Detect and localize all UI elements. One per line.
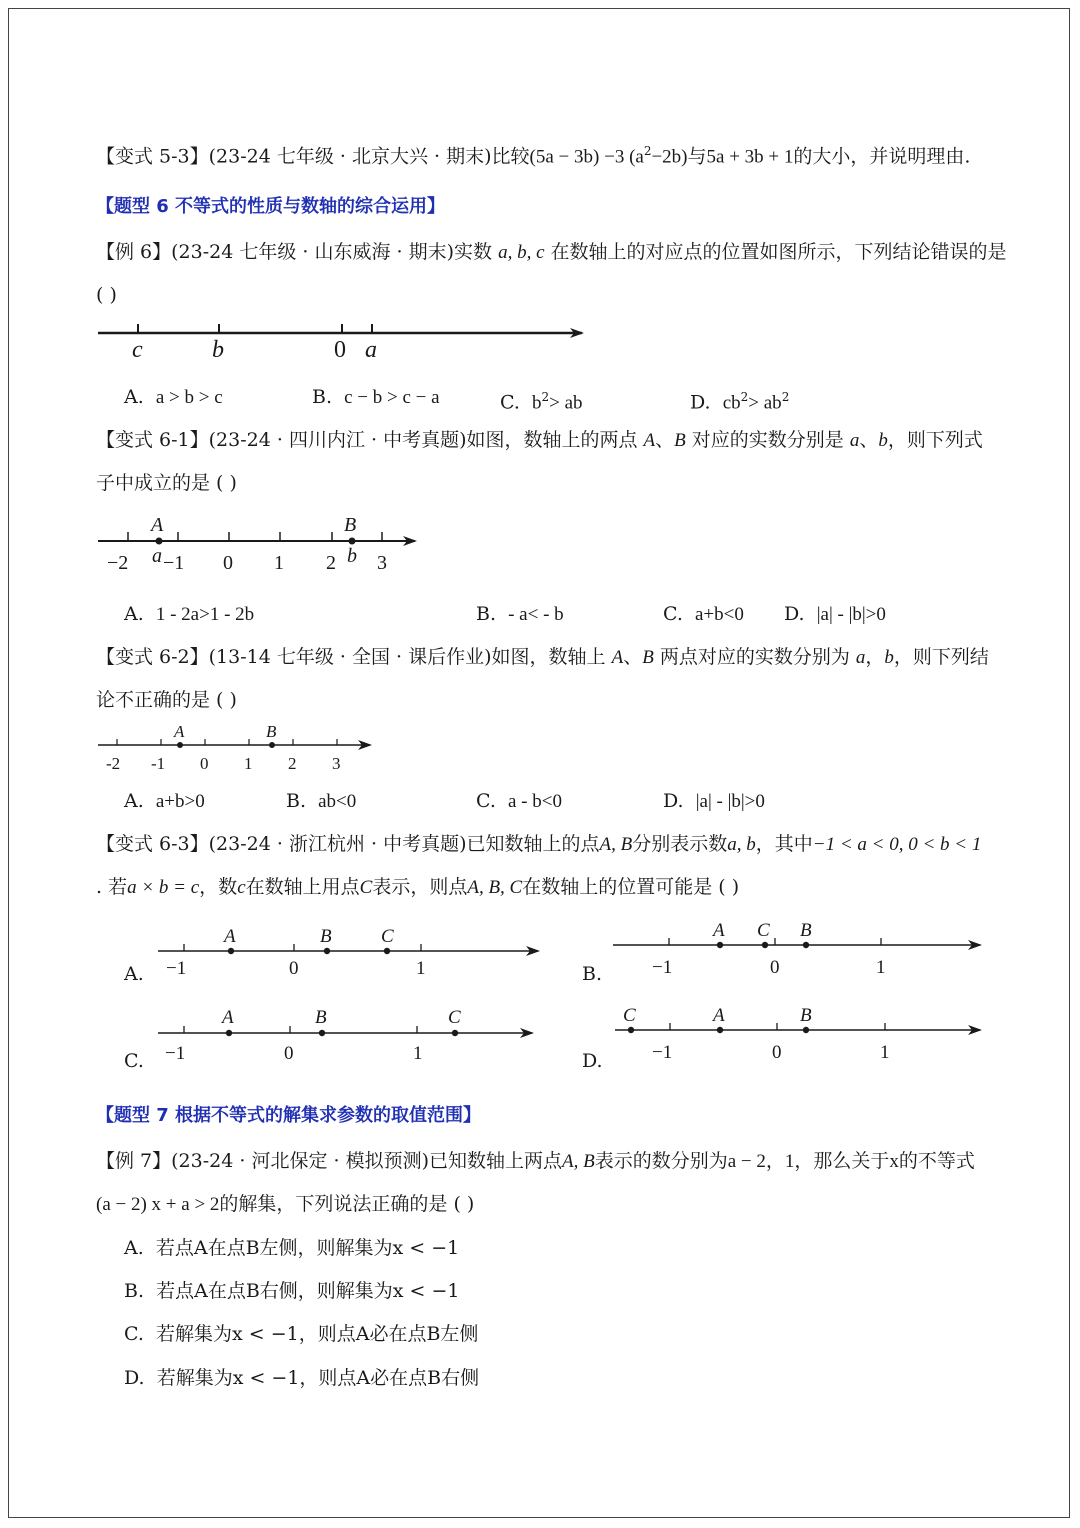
tick-label: 1: [880, 1042, 890, 1063]
point-label-c: C: [757, 920, 770, 941]
tick-label: 1: [274, 552, 284, 574]
option-d[interactable]: D. |a| - |b|>0: [784, 603, 886, 625]
option-b[interactable]: B. c − b > c − a: [312, 386, 440, 408]
axis-label-a: a: [365, 337, 377, 363]
tick-label: 0: [289, 958, 299, 979]
v61-number-line: [98, 514, 415, 574]
point-label-b: B: [320, 926, 332, 947]
point-label-a: A: [151, 514, 164, 536]
option-c[interactable]: C. 若解集为x < −1，则点A必在点B左侧: [124, 1323, 479, 1345]
tick-label: 0: [284, 1043, 294, 1064]
point-label-c: C: [623, 1005, 636, 1026]
v63-option-c-number-line: [158, 1007, 532, 1064]
option-a[interactable]: A. 1 - 2a>1 - 2b: [124, 603, 255, 625]
point-label-a: A: [713, 1005, 725, 1026]
option-b[interactable]: B. ab<0: [286, 790, 357, 812]
v62-number-line: [98, 722, 370, 773]
tick-label: 1: [876, 957, 886, 978]
tick-label: 2: [326, 552, 336, 574]
tick-label: −1: [165, 1043, 186, 1064]
point-label-b: B: [266, 722, 277, 741]
variant-6-1: 【变式 6-1】(23-24 · 四川内江 · 中考真题)如图，数轴上的两点 A、B 对应的实数分别是 a、b，则下列式: [96, 429, 983, 451]
point-label-a: A: [174, 722, 185, 741]
tag: 【变式 5-3】: [96, 145, 209, 168]
v63-option-b-number-line: [613, 920, 980, 978]
tick-label: 3: [377, 552, 387, 574]
option-a[interactable]: A. 若点A在点B左侧，则解集为x < −1: [124, 1237, 460, 1259]
example-6: 【例 6】(23-24 七年级 · 山东威海 · 期末)实数 a, b, c 在数轴上的对应点的位置如图所示，下列结论错误的是: [96, 241, 1007, 263]
tick-label: 1: [416, 958, 426, 979]
option-d[interactable]: D. $cb^2> ab^2$: [690, 390, 790, 414]
point-label-b: B: [315, 1007, 327, 1028]
option-b[interactable]: B. 若点A在点B右侧，则解集为x < −1: [124, 1280, 460, 1302]
variant-6-2: 【变式 6-2】(13-14 七年级 · 全国 · 课后作业)如图，数轴上 A、B 两点对应的实数分别为 a，b，则下列结: [96, 646, 989, 668]
section-heading-7: 【题型 7 根据不等式的解集求参数的取值范围】: [96, 1105, 482, 1126]
example-7-line2: (a − 2) x + a > 2的解集，下列说法正确的是 ( ): [96, 1193, 475, 1215]
option-c[interactable]: C. a - b<0: [476, 790, 562, 812]
option-b[interactable]: B.: [582, 963, 603, 985]
tick-label: 0: [200, 754, 209, 773]
tick-label: 2: [288, 754, 297, 773]
option-d[interactable]: D. 若解集为x < −1，则点A必在点B右侧: [124, 1367, 480, 1389]
tick-label: −1: [652, 957, 673, 978]
tick-label: -2: [106, 754, 121, 773]
point-label-a: A: [222, 1007, 234, 1028]
v63-option-d-number-line: [615, 1005, 980, 1063]
tick-label: 1: [244, 754, 253, 773]
point-label-b: B: [800, 1005, 812, 1026]
example-7: 【例 7】(23-24 · 河北保定 · 模拟预测)已知数轴上两点A, B表示的数分别为a − 2，1，那么关于x的不等式: [96, 1150, 975, 1172]
option-a[interactable]: A.: [124, 963, 144, 985]
option-c[interactable]: C. a+b<0: [663, 603, 744, 625]
option-c[interactable]: C.: [124, 1050, 144, 1072]
v63-option-a-number-line: [158, 926, 538, 979]
option-a[interactable]: A. a > b > c: [124, 386, 223, 408]
source: (23-24 七年级 · 北京大兴 · 期末): [208, 145, 492, 168]
tick-label: −1: [163, 552, 185, 574]
option-d[interactable]: D. |a| - |b|>0: [663, 790, 765, 812]
axis-label-b: b: [212, 337, 224, 363]
option-c[interactable]: C. $b^2>$ ab: [500, 390, 583, 414]
variant-6-3: 【变式 6-3】(23-24 · 浙江杭州 · 中考真题)已知数轴上的点A, B分别表示数a, b，其中−1 < a < 0, 0 < b < 1: [96, 833, 982, 855]
option-a[interactable]: A. a+b>0: [124, 790, 205, 812]
tick-label: −1: [652, 1042, 673, 1063]
point-label-a: A: [713, 920, 725, 941]
point-label-a: A: [224, 926, 236, 947]
option-d[interactable]: D.: [582, 1050, 603, 1072]
axis-label-c: c: [132, 337, 143, 363]
tick-label: -1: [151, 754, 166, 773]
point-label-b: B: [800, 920, 812, 941]
answer-blank: ( ): [96, 284, 117, 306]
ex6-number-line: [98, 324, 582, 363]
section-heading-6: 【题型 6 不等式的性质与数轴的综合运用】: [96, 196, 446, 217]
point-label-c: C: [381, 926, 394, 947]
tick-label: 1: [413, 1043, 423, 1064]
point-label-b: B: [344, 514, 357, 536]
point-label-c: C: [448, 1007, 461, 1028]
variant-5-3: 【变式 5-3】(23-24 七年级 · 北京大兴 · 期末)比较(5a − 3b) −3 $(a^2-2b)$与5a + 3b + 1的大小，并说明理由.: [96, 144, 971, 168]
tick-label: 0: [772, 1042, 782, 1063]
variant-6-1-line2: 子中成立的是 ( ): [96, 472, 237, 494]
tick-label: 0: [770, 957, 780, 978]
tick-label: −2: [107, 552, 129, 574]
var-label-a: a: [152, 545, 162, 567]
option-b[interactable]: B. - a< - b: [476, 603, 564, 625]
tick-label: 3: [332, 754, 341, 773]
tick-label: −1: [166, 958, 187, 979]
variant-6-2-line2: 论不正确的是 ( ): [96, 689, 237, 711]
var-label-b: b: [347, 545, 357, 567]
tick-label: 0: [223, 552, 233, 574]
axis-label-0: 0: [334, 337, 346, 363]
variant-6-3-line2: . 若a × b = c，数c在数轴上用点C表示，则点A, B, C在数轴上的位置可能是 ( ): [96, 876, 740, 898]
